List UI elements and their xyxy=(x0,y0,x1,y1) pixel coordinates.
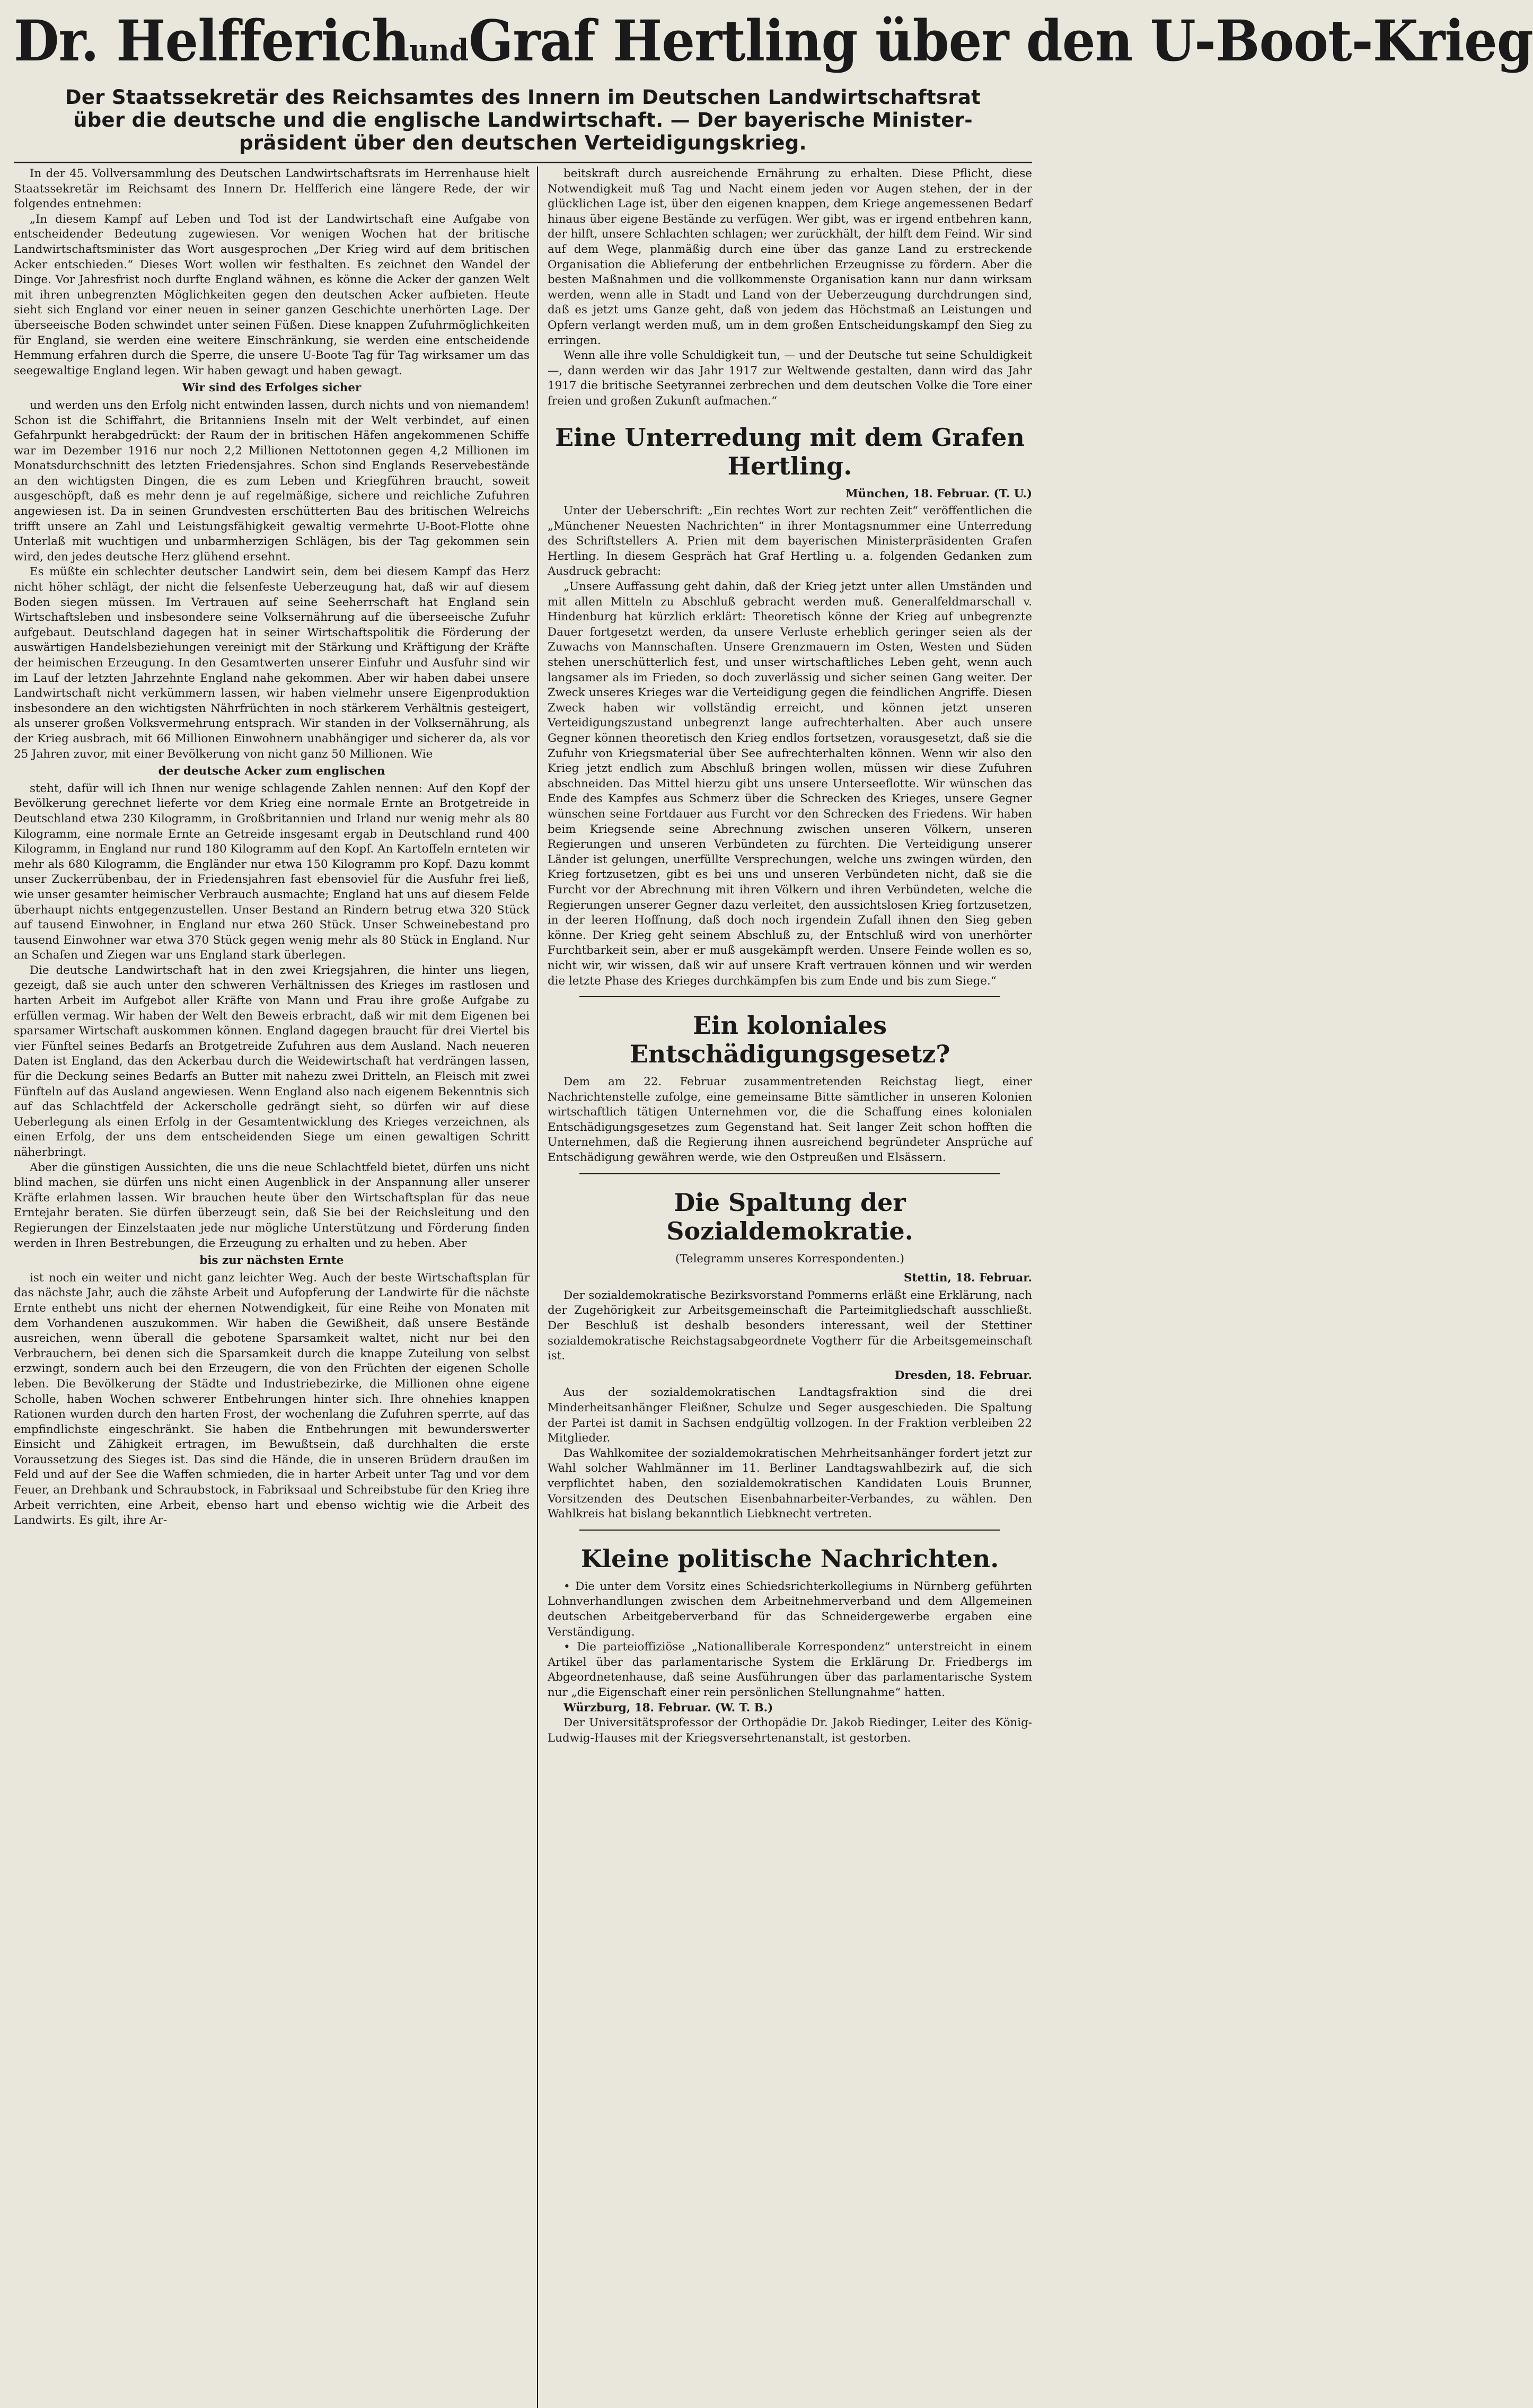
paragraph: „Unsere Auffassung geht dahin, daß der Krieg jetzt unter allen Umständen und mit allen Mitteln zu Abschluß gebracht werden muß. Generalfeldmarschall v. Hindenburg hat kürzlich erklärt: Theoretisch könne der Krieg auf unbegrenzte Dauer fortgesetzt werden, da unsere Verluste erheblich geringer seien als der Zuwachs von Mannschaften. Unsere Grenzmauern im Osten, Westen und Süden stehen unerschütterlich fest, und unser wirtschaftliches Leben geht, wenn auch langsamer als im Frieden, so doch zuverlässig und sicher seinen Gang weiter. Der Zweck unseres Krieges war die Verteidigung gegen die feindlichen Angriffe. Diesen Zweck haben wir vollständig erreicht, und können jetzt unseren Verteidigungszustand unbegrenzt lange aufrechterhalten. Aber auch unsere Gegner können theoretisch den Krieg endlos fortsetzen, vorausgesetzt, daß sie die Zufuhr von Kriegsmaterial über See aufrechterhalten können. Wenn wir also den Krieg jetzt endlich zum Abschluß bringen wollen, müssen wir diese Zufuhren abschneiden. Das Mittel hierzu gibt uns unsere Unterseeflotte. Wir wünschen das Ende des Kampfes aus Schmerz über die Schrecken des Krieges, unsere Gegner wünschen seine Fortdauer aus Furcht vor den Schrecken des Friedens. Wir haben beim Kriegsende seine Abrechnung zwischen unseren Völkern, unseren Regierungen und unseren Verbündeten zu fürchten. Die Verteidigung unserer Länder ist gelungen, unerfüllte Versprechungen, welche uns zwingen würden, den Krieg fortzusetzen, gibt es bei uns und unseren Verbündeten nicht, daß sie die Furcht vor der Abrechnung mit ihren Völkern und ihren Verbündeten, welche die Regierungen unserer Gegner dazu verleitet, den aussichtslosen Krieg fortzusetzen, in der leeren Hoffnung, daß doch noch irgendein Zufall ihnen den Sieg geben könne. Der Krieg geht seinem Abschluß zu, der Entschluß wird von unerhörter Furchtbarkeit sein, aber er muß ausgekämpft werden. Unsere Feinde wollen es so, nicht wir, wir wissen, daß wir auf unsere Kraft vertrauen können und wir werden die letzte Phase des Krieges durchkämpfen bis zum Ende und bis zum Siege.“ xyxy=(547,580,1032,988)
article-title-small-news: Kleine politische Nachrichten. xyxy=(580,1544,999,1573)
paragraph: ist noch ein weiter und nicht ganz leichter Weg. Auch der beste Wirtschaftsplan für das nächste Jahr, auch die zähste Arbeit und Aufopferung der Landwirte für die nächste Ernte enthebt uns nicht der ehernen Notwendigkeit, für eine Reihe von Monaten mit dem Vorhandenen auszukommen. Wir haben die Gewißheit, daß unsere Bestände ausreichen, wenn überall die gebotene Sparsamkeit waltet, nicht nur bei den Verbrauchern, bei denen sich die Sparsamkeit durch die knappe Zuteilung von selbst erzwingt, sondern auch bei den Erzeugern, die von den Früchten der eigenen Scholle leben. Die Bevölkerung der Städte und Industriebezirke, die Millionen ohne eigene Scholle, haben Wochen schwerer Entbehrungen hinter sich. Ihre ohnehies knappen Rationen wurden durch den harten Frost, der wochenlang die Zufuhren sperrte, auf das empfindlichste eingeschränkt. Sie haben die Entbehrungen mit bewunderswerter Einsicht und Zähigkeit ertragen, im Bewußtsein, daß durchhalten die erste Voraussetzung des Sieges ist. Das sind die Hände, die in unseren Brüdern draußen im Feld und auf der See die Waffen schmieden, die in harter Arbeit unter Tag und vor dem Feuer, an Drehbank und Schraubstock, in Fabriksaal und Schreibstube für den Krieg ihre Arbeit verrichten, eine Arbeit, ebenso hart und ebenso wichtig wie die Arbeit des Landwirts. Es gilt, ihre Ar- xyxy=(14,1271,530,1527)
divider xyxy=(579,996,1000,997)
section-heading: Wir sind des Erfolges sicher xyxy=(182,381,362,395)
paragraph: Die deutsche Landwirtschaft hat in den zwei Kriegsjahren, die hinter uns liegen, gezeigt, daß sie auch unter den schweren Verhältnissen des Krieges im rastlosen und harten Arbeit im Aufgebot aller Kräfte von Mann und Frau ihre große Aufgabe zu erfüllen vermag. Wir haben der Welt den Beweis erbracht, daß wir mit dem Eigenen bei sparsamer Wirtschaft auskommen können. England dagegen braucht für drei Viertel bis vier Fünftel seines Bedarfs an Brotgetreide Zufuhren aus dem Ausland. Nach neueren Daten ist England, das den Ackerbau durch die Weidewirtschaft hat verdrängen lassen, für die Deckung seines Bedarfs an Butter mit nahezu zwei Dritteln, an Fleisch mit zwei Fünfteln auf das Ausland angewiesen. Wenn England also nach eigenem Bekenntnis sich auf das Schlachtfeld der Ackerscholle gedrängt sieht, so dürfen wir auf diese Ueberlegung als einen Erfolg in der Gesamtentwicklung des Krieges verzeichnen, als einen Erfolg, der uns dem entscheidenden Siege um einen gewaltigen Schritt näherbringt. xyxy=(14,963,530,1159)
dateline: Dresden, 18. Februar. xyxy=(894,1368,1032,1382)
paragraph: Der Universitätsprofessor der Orthopädie Dr. Jakob Riedinger, Leiter des König-Ludwig-Hauses mit der Kriegsversehrtenanstalt, ist gestorben. xyxy=(547,1716,1032,1745)
left-column xyxy=(14,166,537,2408)
section-heading: bis zur nächsten Ernte xyxy=(199,1254,344,1268)
subheadline xyxy=(14,86,1032,154)
article-title-social-democracy: Die Spaltung der Sozialdemokratie. xyxy=(666,1188,913,1245)
paragraph: Es müßte ein schlechter deutscher Landwirt sein, dem bei diesem Kampf das Herz nicht höher schlägt, der nicht die felsenfeste Ueberzeugung hat, daß wir auf diesem Boden siegen müssen. Im Vertrauen auf seine Seeherrschaft hat England sein Wirtschaftsleben und insbesondere seine Volksernährung auf die überseeische Zufuhr aufgebaut. Deutschland dagegen hat in seiner Wirtschaftspolitik die Förderung der auswärtigen Handelsbeziehungen vereinigt mit der Stärkung und Kräftigung der Kräfte der heimischen Erzeugung. In den Gesamtwerten unserer Einfuhr und Ausfuhr sind wir im Lauf der letzten Jahrzehnte England nahe gekommen. Aber wir haben dabei unsere Landwirtschaft nicht verkümmern lassen, wir haben vielmehr unsere Eigenproduktion insbesondere an den wichtigsten Nährfrüchten in noch stärkerem Verhältnis gesteigert, als unserer großen Volksvermehrung entsprach. Wir standen in der Volksernährung, als der Krieg ausbrach, mit 66 Millionen Einwohnern unabhängiger und sicherer da, als vor 25 Jahren zuvor, mit einer Bevölkerung von nicht ganz 50 Millionen. Wie xyxy=(14,565,530,761)
right-column xyxy=(538,166,1032,2408)
headline xyxy=(14,7,1533,82)
paragraph: Der sozialdemokratische Bezirksvorstand Pommerns erläßt eine Erklärung, nach der Zugehörigkeit zur Arbeitsgemeinschaft die Parteimitgliedschaft ausschließt. Der Beschluß ist deshalb besonders interessant, weil der Stettiner sozialdemokratische Reichstagsabgeordnete Vogtherr für die Arbeitsgemeinschaft ist. xyxy=(547,1288,1032,1363)
paragraph: Aber die günstigen Aussichten, die uns die neue Schlachtfeld bietet, dürfen uns nicht blind machen, sie dürfen uns nicht einen Augenblick in der Anspannung aller unserer Kräfte erlahmen lassen. Wir brauchen heute über den Wirtschaftsplan für das neue Erntejahr beraten. Sie dürfen überzeugt sein, daß Sie bei der Reichsleitung und den Regierungen der Einzelstaaten jede nur mögliche Unterstützung und Förderung finden werden in Ihren Bestrebungen, die Erzeugung zu erhalten und zu heben. Aber xyxy=(14,1161,530,1250)
paragraph: Das Wahlkomitee der sozialdemokratischen Mehrheitsanhänger fordert jetzt zur Wahl solcher Wahlmänner im 11. Berliner Landtagswahlbezirk auf, die sich verpflichtet haben, den sozialdemokratischen Kandidaten Louis Brunner, Vorsitzenden des Deutschen Eisenbahnarbeiter-Verbandes, zu wählen. Den Wahlkreis hat bislang bekanntlich Liebknecht vertreten. xyxy=(547,1446,1032,1521)
paragraph: • Die unter dem Vorsitz eines Schiedsrichterkollegiums in Nürnberg geführten Lohnverhandlungen zwischen dem Arbeitnehmerverband und dem Allgemeinen deutschen Arbeitgeberverband für das Schneidergewerbe ergaben eine Verständigung. xyxy=(547,1579,1032,1639)
header-rule xyxy=(14,162,1032,163)
article-title-interview: Eine Unterredung mit dem Grafen Hertling. xyxy=(555,423,1025,480)
section-heading: der deutsche Acker zum englischen xyxy=(158,764,385,778)
headline-und: und xyxy=(409,33,469,68)
paragraph: steht, dafür will ich Ihnen nur wenige schlagende Zahlen nennen: Auf den Kopf der Bevölkerung gerechnet lieferte vor dem Krieg eine normale Ernte an Brotgetreide in Deutschland etwa 230 Kilogramm, in Großbritannien und Irland nur wenig mehr als 80 Kilogramm, eine normale Ernte an Getreide insgesamt ergab in Deutschland rund 400 Kilogramm, in England nur rund 180 Kilogramm auf den Kopf. An Kartoffeln ernteten wir mehr als 680 Kilogramm, die Engländer nur etwa 150 Kilogramm pro Kopf. Dazu kommt unser Zuckerrübenbau, der in Friedensjahren fast ebensoviel für die Ausfuhr frei ließ, wie unser gesamter heimischer Verbrauch ausmachte; England hat uns auf diesem Felde überhaupt nichts entgegenzustellen. Unser Bestand an Rindern betrug etwa 320 Stück auf tausend Einwohner, in England nur etwa 260 Stück. Unser Schweinebestand pro tausend Einwohner war etwa 370 Stück gegen wenig mehr als 80 Stück in England. Nur an Schafen und Ziegen war uns England stark überlegen. xyxy=(14,781,530,962)
paragraph: Wenn alle ihre volle Schuldigkeit tun, — und der Deutsche tut seine Schuldigkeit —, dann werden wir das Jahr 1917 zur Weltwende gestalten, dann wird das Jahr 1917 die britische Seetyrannei zerbrechen und dem deutschen Volke die Tore einer freien und großen Zukunft aufmachen.“ xyxy=(547,349,1032,408)
paragraph: • Die parteioffiziöse „Nationalliberale Korrespondenz“ unterstreicht in einem Artikel über das parlamentarische System die Erklärung Dr. Friedbergs im Abgeordnetenhause, daß seine Ausführungen über das parlamentarische System nur „die Eigenschaft einer rein persönlichen Stellungnahme“ hatten. xyxy=(547,1640,1032,1699)
paragraph: beitskraft durch ausreichende Ernährung zu erhalten. Diese Pflicht, diese Notwendigkeit muß Tag und Nacht einem jeden vor Augen stehen, der in der glücklichen Lage ist, über den eigenen knappen, dem Kriege angemessenen Bedarf hinaus über eigene Bestände zu verfügen. Wer gibt, was er irgend entbehren kann, der hilft, unsere Schlachten schlagen; wer zurückhält, der hilft dem Feind. Wir sind auf dem Wege, planmäßig durch eine über das ganze Land zu erstreckende Organisation die Ablieferung der entbehrlichen Erzeugnisse zu fördern. Aber die besten Maßnahmen und die vollkommenste Organisation kann nur dann wirksam werden, wenn alle in Stadt und Land von der Ueberzeugung durchdrungen sind, daß es jetzt ums Ganze geht, daß von jedem das Höchstmaß an Leistungen und Opfern verlangt werden muß, um in dem großen Entscheidungskampf den Sieg zu erringen. xyxy=(547,167,1032,347)
paragraph: Unter der Ueberschrift: „Ein rechtes Wort zur rechten Zeit“ veröffentlichen die „Münchener Neuesten Nachrichten“ in ihrer Montagsnummer eine Unterredung des Schriftstellers A. Prien mit dem bayerischen Ministerpräsidenten Grafen Hertling. In diesem Gespräch hat Graf Hertling u. a. folgenden Gedanken zum Ausdruck gebracht: xyxy=(547,504,1032,578)
subtitle: (Telegramm unseres Korrespondenten.) xyxy=(675,1252,904,1265)
paragraph: „In diesem Kampf auf Leben und Tod ist der Landwirtschaft eine Aufgabe von entscheidender Bedeutung zugewiesen. Vor wenigen Wochen hat der britische Landwirtschaftsminister das Wort ausgesprochen „Der Krieg wird auf dem britischen Acker entschieden.“ Dieses Wort wollen wir festhalten. Es zeichnet den Wandel der Dinge. Vor Jahresfrist noch durfte England wähnen, es könne die Acker der ganzen Welt mit ihren unbegrenzten Möglichkeiten gegen den deutschen Acker aufbieten. Heute sieht sich England vor einer neuen in seiner ganzen Geschichte unerhörten Lage. Der überseeische Boden schwindet unter seinen Füßen. Diese knappen Zufuhrmöglichkeiten für England, sie werden eine weitere Einschränkung, sie werden eine entscheidende Hemmung erfahren durch die Sperre, die unsere U-Boote Tag für Tag wirksamer um das seegewaltige England legen. Wir haben gewagt und haben gewagt. xyxy=(14,212,530,377)
subhead-line3: präsident über den deutschen Verteidigungskrieg. xyxy=(239,131,807,154)
dateline: Würzburg, 18. Februar. (W. T. B.) xyxy=(563,1701,773,1715)
dateline: Stettin, 18. Februar. xyxy=(904,1271,1032,1285)
paragraph: Aus der sozialdemokratischen Landtagsfraktion sind die drei Minderheitsanhänger Fleißner, Schulze und Seger ausgeschieden. Die Spaltung der Partei ist damit in Sachsen endgültig vollzogen. In der Fraktion verbleiben 22 Mitglieder. xyxy=(547,1386,1032,1445)
paragraph: Dem am 22. Februar zusammentretenden Reichstag liegt, einer Nachrichtenstelle zufolge, eine gemeinsame Bitte sämtlicher in unseren Kolonien wirtschaftlich tätigen Unternehmen vor, die die Schaffung eines kolonialen Entschädigungsgesetzes zum Gegenstand hat. Seit langer Zeit schon hofften die Unternehmen, daß die Regierung ihnen ausreichend begründeter Ansprüche auf Entschädigung gewähren werde, wie den Ostpreußen und Elsässern. xyxy=(547,1075,1032,1165)
subhead-line1: Der Staatssekretär des Reichsamtes des Innern im Deutschen Landwirtschaftsrat xyxy=(65,86,981,109)
divider xyxy=(579,1173,1000,1174)
dateline: München, 18. Februar. (T. U.) xyxy=(845,487,1032,500)
divider xyxy=(579,1530,1000,1531)
article-title-colonial: Ein koloniales Entschädigungsgesetz? xyxy=(629,1011,950,1069)
subhead-line2: über die deutsche und die englische Landwirtschaft. — Der bayerische Minister- xyxy=(73,109,973,131)
headline-part1: Dr. Helfferich xyxy=(14,7,409,74)
paragraph: In der 45. Vollversammlung des Deutschen Landwirtschaftsrats im Herrenhause hielt Staatssekretär im Reichsamt des Innern Dr. Helfferich eine längere Rede, der wir folgendes entnehmen: xyxy=(14,167,530,211)
article-columns xyxy=(14,166,1032,2408)
headline-part2: Graf Hertling über den U-Boot-Krieg xyxy=(469,7,1533,74)
paragraph: und werden uns den Erfolg nicht entwinden lassen, durch nichts und von niemandem! Schon ist die Schiffahrt, die Britanniens Inseln mit der Welt verbindet, auf einen Gefahrpunkt herabgedrückt: der Raum der in britischen Häfen angekommenen Schiffe war im Dezember 1916 nur noch 2,2 Millionen Nettotonnen gegen 4,2 Millionen im Monatsdurchschnitt des letzten Friedensjahres. Schon sind Englands Reservebestände an den wichtigsten Dingen, die es zum Leben und Kriegführen braucht, soweit ausgeschöpft, daß es mehr denn je auf regelmäßige, sichere und reichliche Zufuhren angewiesen ist. Da in seinen Grundvesten erschütterten Bau des britischen Welreichs trifft unsere an Zahl und Leistungsfähigkeit gewaltig vermehrte U-Boot-Flotte ohne Unterlaß mit wuchtigen und unbarmherzigen Schlägen, bis der Tag gekommen sein wird, den jedes deutsche Herz glühend ersehnt. xyxy=(14,398,530,564)
